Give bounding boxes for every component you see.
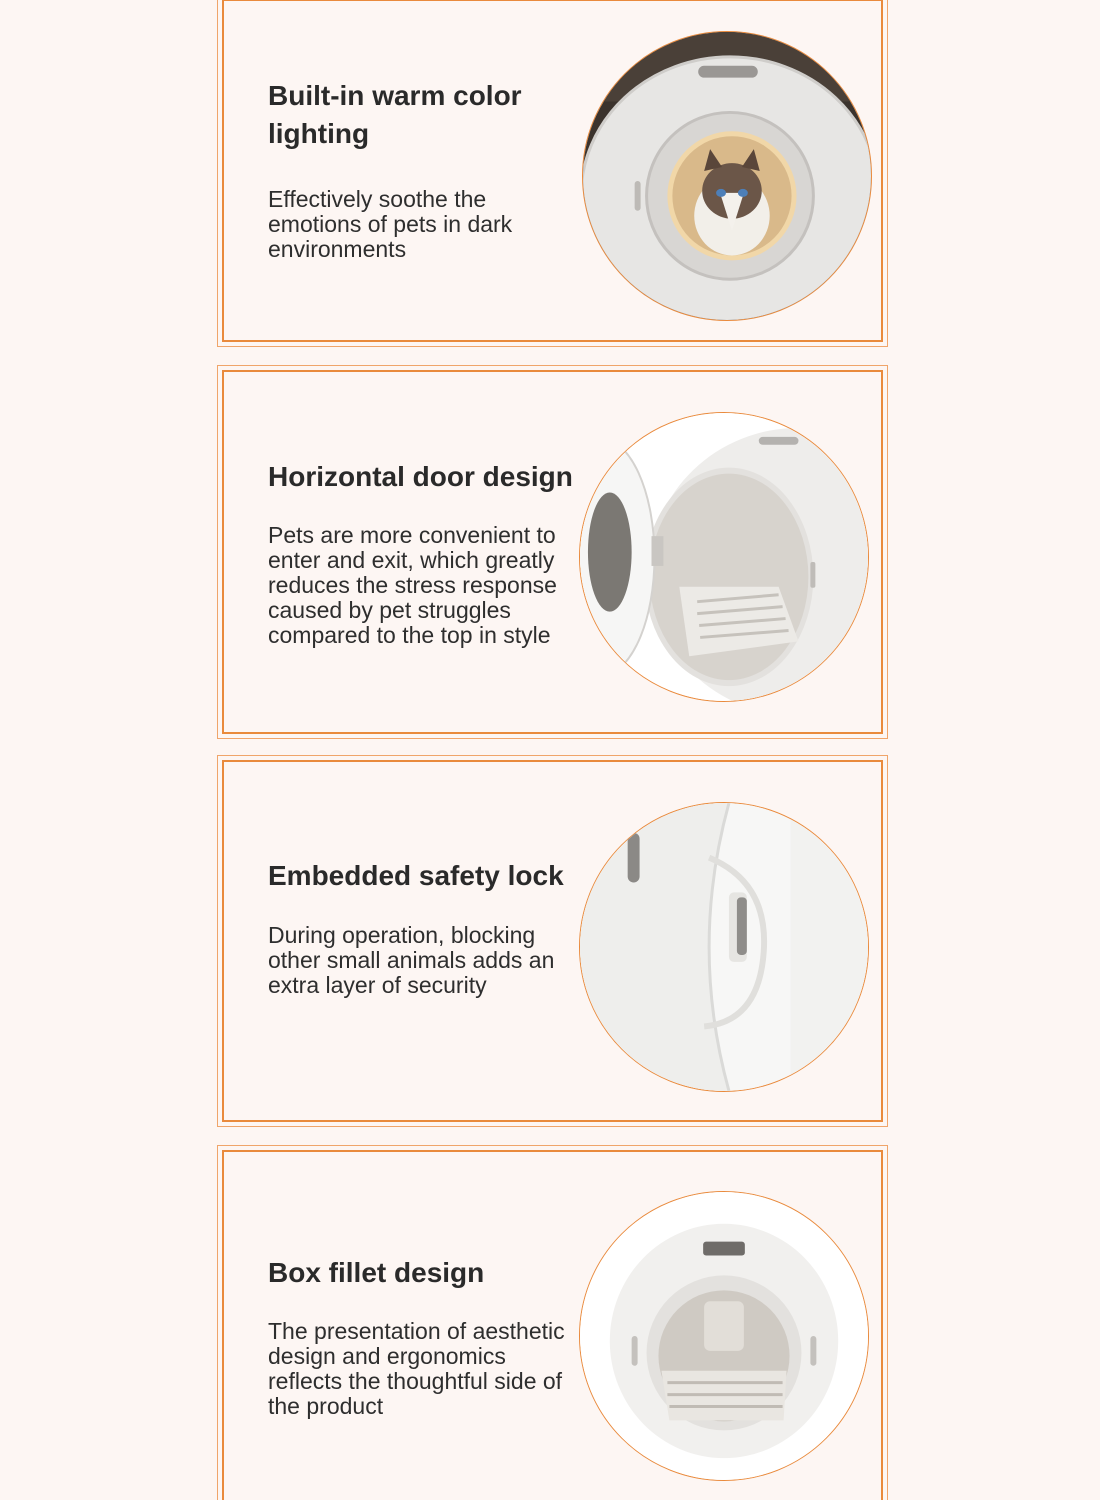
feature-title: Horizontal door design xyxy=(268,461,573,492)
feature-card-lighting xyxy=(217,0,888,347)
feature-description: During operation, blocking other small animals adds an extra layer of security xyxy=(268,922,555,998)
feature-text xyxy=(268,458,588,648)
feature-card-lock xyxy=(217,755,888,1127)
feature-card-fillet xyxy=(217,1145,888,1500)
feature-text xyxy=(268,857,588,998)
feature-card-door xyxy=(217,365,888,739)
feature-text xyxy=(268,77,588,262)
safety-lock-closeup-photo xyxy=(579,802,869,1092)
open-door-litter-box-photo xyxy=(579,412,869,702)
feature-description: Effectively soothe the emotions of pets in dark environments xyxy=(268,186,513,262)
feature-title: Built-in warm color lighting xyxy=(268,80,522,149)
feature-description: Pets are more convenient to enter and exit, which greatly reduces the stress response caused by pet struggles compared to the top in style xyxy=(268,522,557,648)
litter-box-with-cat-photo xyxy=(582,31,872,321)
feature-title: Box fillet design xyxy=(268,1257,485,1288)
feature-text xyxy=(268,1254,588,1419)
feature-description: The presentation of aesthetic design and ergonomics reflects the thoughtful side of the product xyxy=(268,1318,565,1419)
feature-title: Embedded safety lock xyxy=(268,860,564,891)
rounded-litter-box-photo xyxy=(579,1191,869,1481)
